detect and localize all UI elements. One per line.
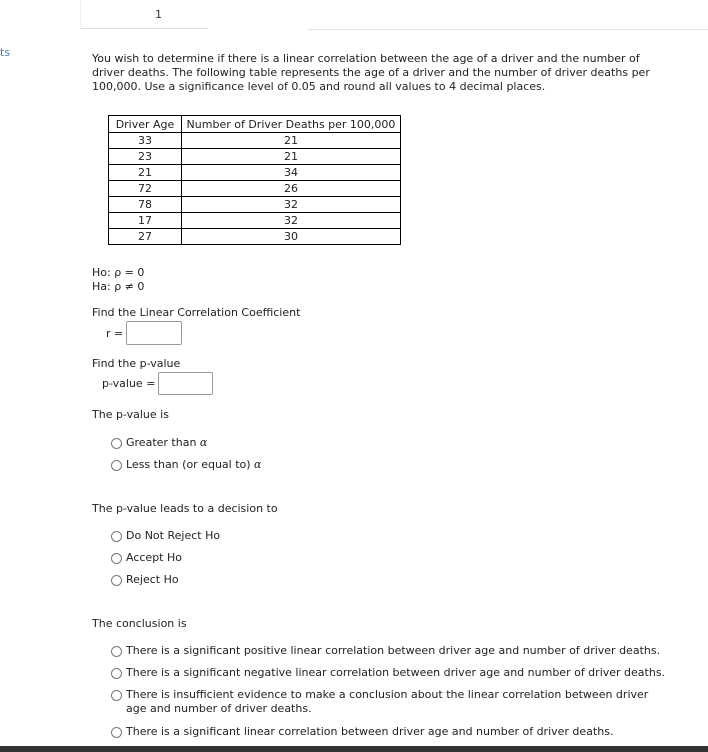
- radio-button[interactable]: [111, 668, 122, 679]
- data-table: [108, 115, 401, 245]
- cell-age: 72: [109, 181, 182, 197]
- option-text: Greater than: [126, 436, 200, 449]
- question-number[interactable]: 1: [155, 8, 162, 21]
- cell-age: 78: [109, 197, 182, 213]
- column-header-driver-deaths: Number of Driver Deaths per 100,000: [182, 116, 401, 133]
- alpha-symbol: α: [199, 436, 208, 449]
- cell-deaths: 21: [182, 149, 401, 165]
- cell-age: 17: [109, 213, 182, 229]
- cell-deaths: 34: [182, 165, 401, 181]
- cell-deaths: 21: [182, 133, 401, 149]
- radio-option-reject[interactable]: [111, 573, 179, 587]
- cell-age: 23: [109, 149, 182, 165]
- radio-button[interactable]: [111, 531, 122, 542]
- header-divider: [308, 29, 708, 30]
- radio-button[interactable]: [111, 575, 122, 586]
- option-label: There is a significant negative linear correlation between driver age and number of driver deaths.: [126, 666, 666, 679]
- radio-option-negative-correlation[interactable]: [111, 666, 666, 680]
- radio-button[interactable]: [111, 460, 122, 471]
- table-row: [109, 165, 401, 181]
- cell-age: 21: [109, 165, 182, 181]
- null-hypothesis: Ho: ρ = 0: [92, 266, 145, 279]
- cell-age: 33: [109, 133, 182, 149]
- table-row: [109, 133, 401, 149]
- correlation-row: [106, 321, 182, 345]
- correlation-input[interactable]: [126, 321, 182, 345]
- radio-option-greater[interactable]: [111, 436, 207, 450]
- radio-button[interactable]: [111, 553, 122, 564]
- correlation-label: r =: [106, 326, 124, 340]
- conclusion-heading: The conclusion is: [92, 617, 187, 630]
- radio-option-insufficient-evidence[interactable]: [111, 688, 656, 716]
- cell-deaths: 32: [182, 197, 401, 213]
- radio-option-positive-correlation[interactable]: [111, 644, 666, 658]
- side-tab-label[interactable]: ts: [0, 46, 11, 59]
- table-row: [109, 149, 401, 165]
- pvalue-compare-heading: The p-value is: [92, 408, 169, 421]
- radio-option-less-equal[interactable]: [111, 458, 261, 472]
- pvalue-heading: Find the p-value: [92, 357, 181, 370]
- alpha-symbol: α: [254, 458, 262, 471]
- option-label: Accept Ho: [126, 551, 182, 564]
- bottom-bar: [0, 746, 708, 752]
- cell-deaths: 26: [182, 181, 401, 197]
- option-label: There is a significant positive linear correlation between driver age and number of driver deaths.: [126, 644, 661, 657]
- option-label: [126, 436, 207, 450]
- table-row: [109, 213, 401, 229]
- pvalue-row: [102, 372, 213, 395]
- table-row: [109, 181, 401, 197]
- radio-button[interactable]: [111, 690, 122, 701]
- table-row: [109, 229, 401, 245]
- option-text: Less than (or equal to): [126, 458, 255, 471]
- table-row: [109, 197, 401, 213]
- option-label: There is insufficient evidence to make a conclusion about the linear correlation between driver age and number of driver deaths.: [126, 688, 649, 715]
- column-header-driver-age: Driver Age: [109, 116, 182, 133]
- radio-option-accept[interactable]: [111, 551, 182, 565]
- alternative-hypothesis: Ha: ρ ≠ 0: [92, 280, 145, 293]
- option-label: [126, 458, 261, 472]
- radio-button[interactable]: [111, 438, 122, 449]
- decision-heading: The p-value leads to a decision to: [92, 502, 278, 515]
- table-header-row: [109, 116, 401, 133]
- cell-deaths: 32: [182, 213, 401, 229]
- correlation-heading: Find the Linear Correlation Coefficient: [92, 306, 301, 319]
- question-number-tab[interactable]: [80, 0, 208, 29]
- radio-button[interactable]: [111, 727, 122, 738]
- radio-option-significant-correlation[interactable]: [111, 725, 666, 739]
- option-label: There is a significant linear correlation between driver age and number of driver deaths.: [126, 725, 614, 738]
- pvalue-input[interactable]: [158, 372, 213, 395]
- radio-button[interactable]: [111, 646, 122, 657]
- pvalue-label: p-value =: [102, 377, 156, 390]
- radio-option-do-not-reject[interactable]: [111, 529, 220, 543]
- cell-age: 27: [109, 229, 182, 245]
- option-label: Do Not Reject Ho: [126, 529, 221, 542]
- cell-deaths: 30: [182, 229, 401, 245]
- option-label: Reject Ho: [126, 573, 179, 586]
- question-prompt: You wish to determine if there is a linear correlation between the age of a driver and the number of driver deaths. The following table represents the age of a driver and the number of driver deaths per 100,000. Use a significance level of 0.05 and round all values to 4 decimal places.: [92, 52, 650, 93]
